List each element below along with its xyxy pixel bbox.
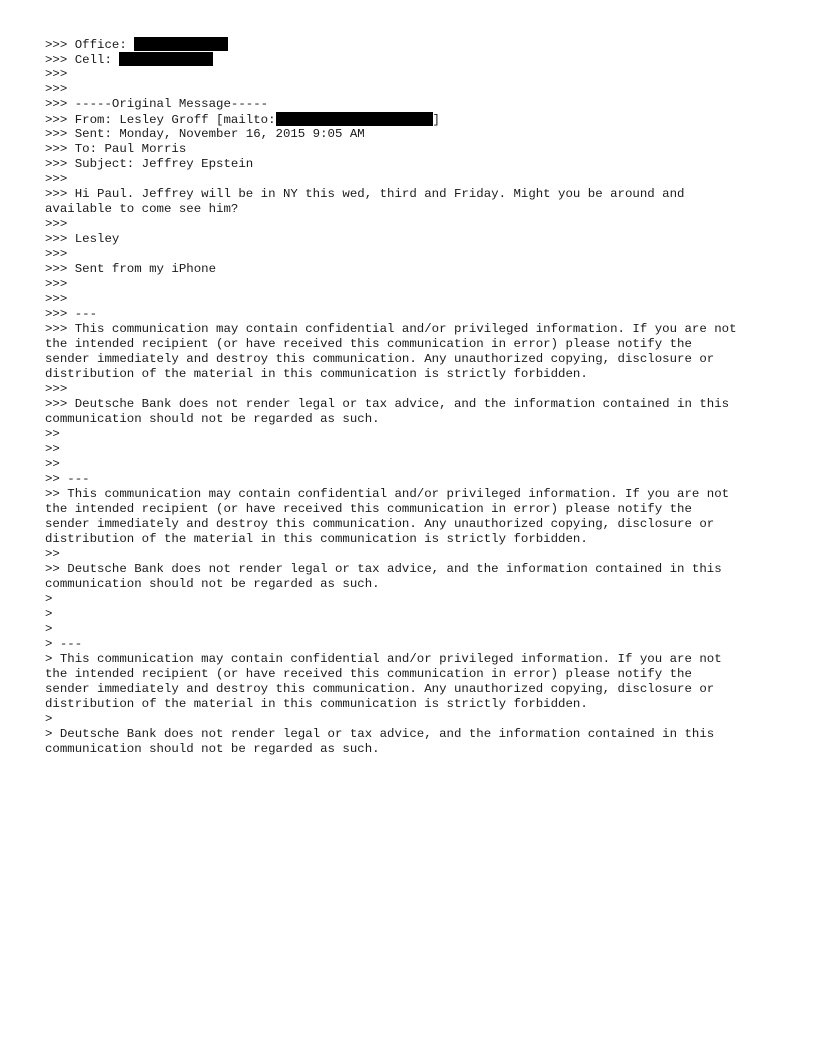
from-label: >>> From: Lesley Groff [mailto: <box>45 113 276 127</box>
quote-line: >> <box>45 427 60 441</box>
quote-line: > <box>45 712 53 726</box>
disclaimer-line: communication should not be regarded as such. <box>45 742 380 756</box>
quote-line: > <box>45 607 53 621</box>
message-body-line: >>> Hi Paul. Jeffrey will be in NY this wed, third and Friday. Might you be around and <box>45 187 685 201</box>
disclaimer-line: distribution of the material in this communication is strictly forbidden. <box>45 697 588 711</box>
office-line <box>45 37 785 52</box>
disclaimer-line: sender immediately and destroy this communication. Any unauthorized copying, disclosure or <box>45 352 715 366</box>
disclaimer-line: distribution of the material in this communication is strictly forbidden. <box>45 532 588 546</box>
quote-line: >> <box>45 547 60 561</box>
mailto-close: ] <box>432 113 440 127</box>
office-label: >>> Office: <box>45 38 135 52</box>
disclaimer-divider: > --- <box>45 637 83 651</box>
signature-line: >>> Lesley <box>45 232 120 246</box>
sent-line: >>> Sent: Monday, November 16, 2015 9:05 AM <box>45 127 365 141</box>
disclaimer-line: sender immediately and destroy this communication. Any unauthorized copying, disclosure or <box>45 682 715 696</box>
quote-line: > <box>45 592 53 606</box>
redaction-box <box>276 112 433 126</box>
quote-line: >>> <box>45 67 68 81</box>
disclaimer-line: communication should not be regarded as such. <box>45 577 380 591</box>
subject-line: >>> Subject: Jeffrey Epstein <box>45 157 254 171</box>
quote-line: >>> <box>45 217 68 231</box>
disclaimer-line: >> Deutsche Bank does not render legal or tax advice, and the information contained in this <box>45 562 722 576</box>
redaction-box <box>119 52 213 66</box>
quote-line: >>> <box>45 82 68 96</box>
cell-line <box>45 52 785 67</box>
disclaimer-line: the intended recipient (or have received this communication in error) please notify the <box>45 667 692 681</box>
disclaimer-line: >>> This communication may contain confidential and/or privileged information. If you are not <box>45 322 737 336</box>
sent-from-line: >>> Sent from my iPhone <box>45 262 217 276</box>
disclaimer-line: sender immediately and destroy this communication. Any unauthorized copying, disclosure or <box>45 517 715 531</box>
disclaimer-line: communication should not be regarded as such. <box>45 412 380 426</box>
quote-line: >> <box>45 457 60 471</box>
message-body-line: available to come see him? <box>45 202 239 216</box>
quote-line: >>> <box>45 172 68 186</box>
email-document <box>45 37 785 757</box>
quote-line: > <box>45 622 53 636</box>
disclaimer-line: the intended recipient (or have received this communication in error) please notify the <box>45 502 692 516</box>
disclaimer-line: >> This communication may contain confidential and/or privileged information. If you are not <box>45 487 730 501</box>
disclaimer-divider: >> --- <box>45 472 90 486</box>
quote-line: >>> <box>45 247 68 261</box>
from-line <box>45 112 785 127</box>
disclaimer-line: the intended recipient (or have received this communication in error) please notify the <box>45 337 692 351</box>
quote-line: >>> <box>45 292 68 306</box>
quote-line: >> <box>45 442 60 456</box>
quote-line: >>> <box>45 277 68 291</box>
redaction-box <box>134 37 228 51</box>
disclaimer-line: > This communication may contain confidential and/or privileged information. If you are not <box>45 652 722 666</box>
disclaimer-line: > Deutsche Bank does not render legal or tax advice, and the information contained in this <box>45 727 715 741</box>
cell-label: >>> Cell: <box>45 53 120 67</box>
disclaimer-line: distribution of the material in this communication is strictly forbidden. <box>45 367 588 381</box>
disclaimer-line: >>> Deutsche Bank does not render legal or tax advice, and the information contained in this <box>45 397 730 411</box>
quote-line: >>> <box>45 382 68 396</box>
disclaimer-divider: >>> --- <box>45 307 98 321</box>
to-line: >>> To: Paul Morris <box>45 142 187 156</box>
original-message-divider: >>> -----Original Message----- <box>45 97 269 111</box>
